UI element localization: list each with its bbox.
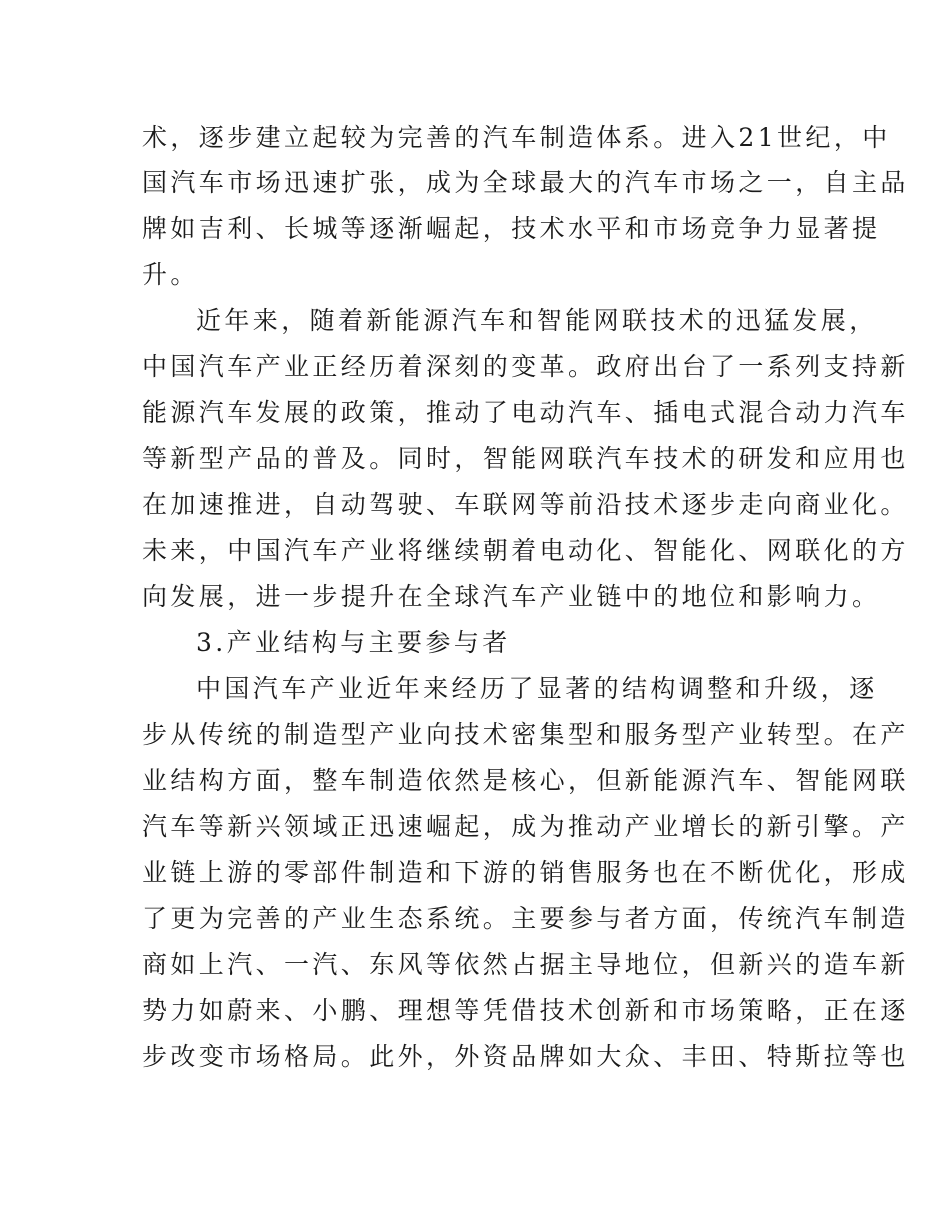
paragraph-line: 汽车等新兴领域正迅速崛起，成为推动产业增长的新引擎。产: [142, 812, 909, 841]
paragraph-line: 步从传统的制造型产业向技术密集型和服务型产业转型。在产: [142, 720, 909, 749]
paragraph-line: 牌如吉利、长城等逐渐崛起，技术水平和市场竞争力显著提: [142, 214, 881, 243]
paragraph-line: 向发展，进一步提升在全球汽车产业链中的地位和影响力。: [142, 582, 881, 611]
paragraph-line: 势力如蔚来、小鹏、理想等凭借技术创新和市场策略，正在逐: [142, 996, 909, 1025]
paragraph-line: 未来，中国汽车产业将继续朝着电动化、智能化、网联化的方: [142, 536, 909, 565]
paragraph-line: 业链上游的零部件制造和下游的销售服务也在不断优化，形成: [142, 858, 909, 887]
paragraph-line: 中国汽车产业近年来经历了显著的结构调整和升级，逐: [196, 674, 878, 703]
paragraph-line: 术，逐步建立起较为完善的汽车制造体系。进入21世纪，中: [142, 123, 891, 152]
paragraph-line: 中国汽车产业正经历着深刻的变革。政府出台了一系列支持新: [142, 352, 909, 381]
paragraph-line: 升。: [142, 260, 199, 289]
paragraph-line: 在加速推进，自动驾驶、车联网等前沿技术逐步走向商业化。: [142, 490, 909, 519]
paragraph-line: 近年来，随着新能源汽车和智能网联技术的迅猛发展，: [196, 306, 878, 335]
paragraph-line: 能源汽车发展的政策，推动了电动汽车、插电式混合动力汽车: [142, 398, 909, 427]
paragraph-line: 步改变市场格局。此外，外资品牌如大众、丰田、特斯拉等也: [142, 1042, 909, 1071]
section-heading: 3.产业结构与主要参与者: [196, 628, 511, 657]
paragraph-line: 国汽车市场迅速扩张，成为全球最大的汽车市场之一，自主品: [142, 168, 909, 197]
paragraph-line: 业结构方面，整车制造依然是核心，但新能源汽车、智能网联: [142, 766, 909, 795]
paragraph-line: 了更为完善的产业生态系统。主要参与者方面，传统汽车制造: [142, 904, 909, 933]
paragraph-line: 等新型产品的普及。同时，智能网联汽车技术的研发和应用也: [142, 444, 909, 473]
paragraph-line: 商如上汽、一汽、东风等依然占据主导地位，但新兴的造车新: [142, 950, 909, 979]
